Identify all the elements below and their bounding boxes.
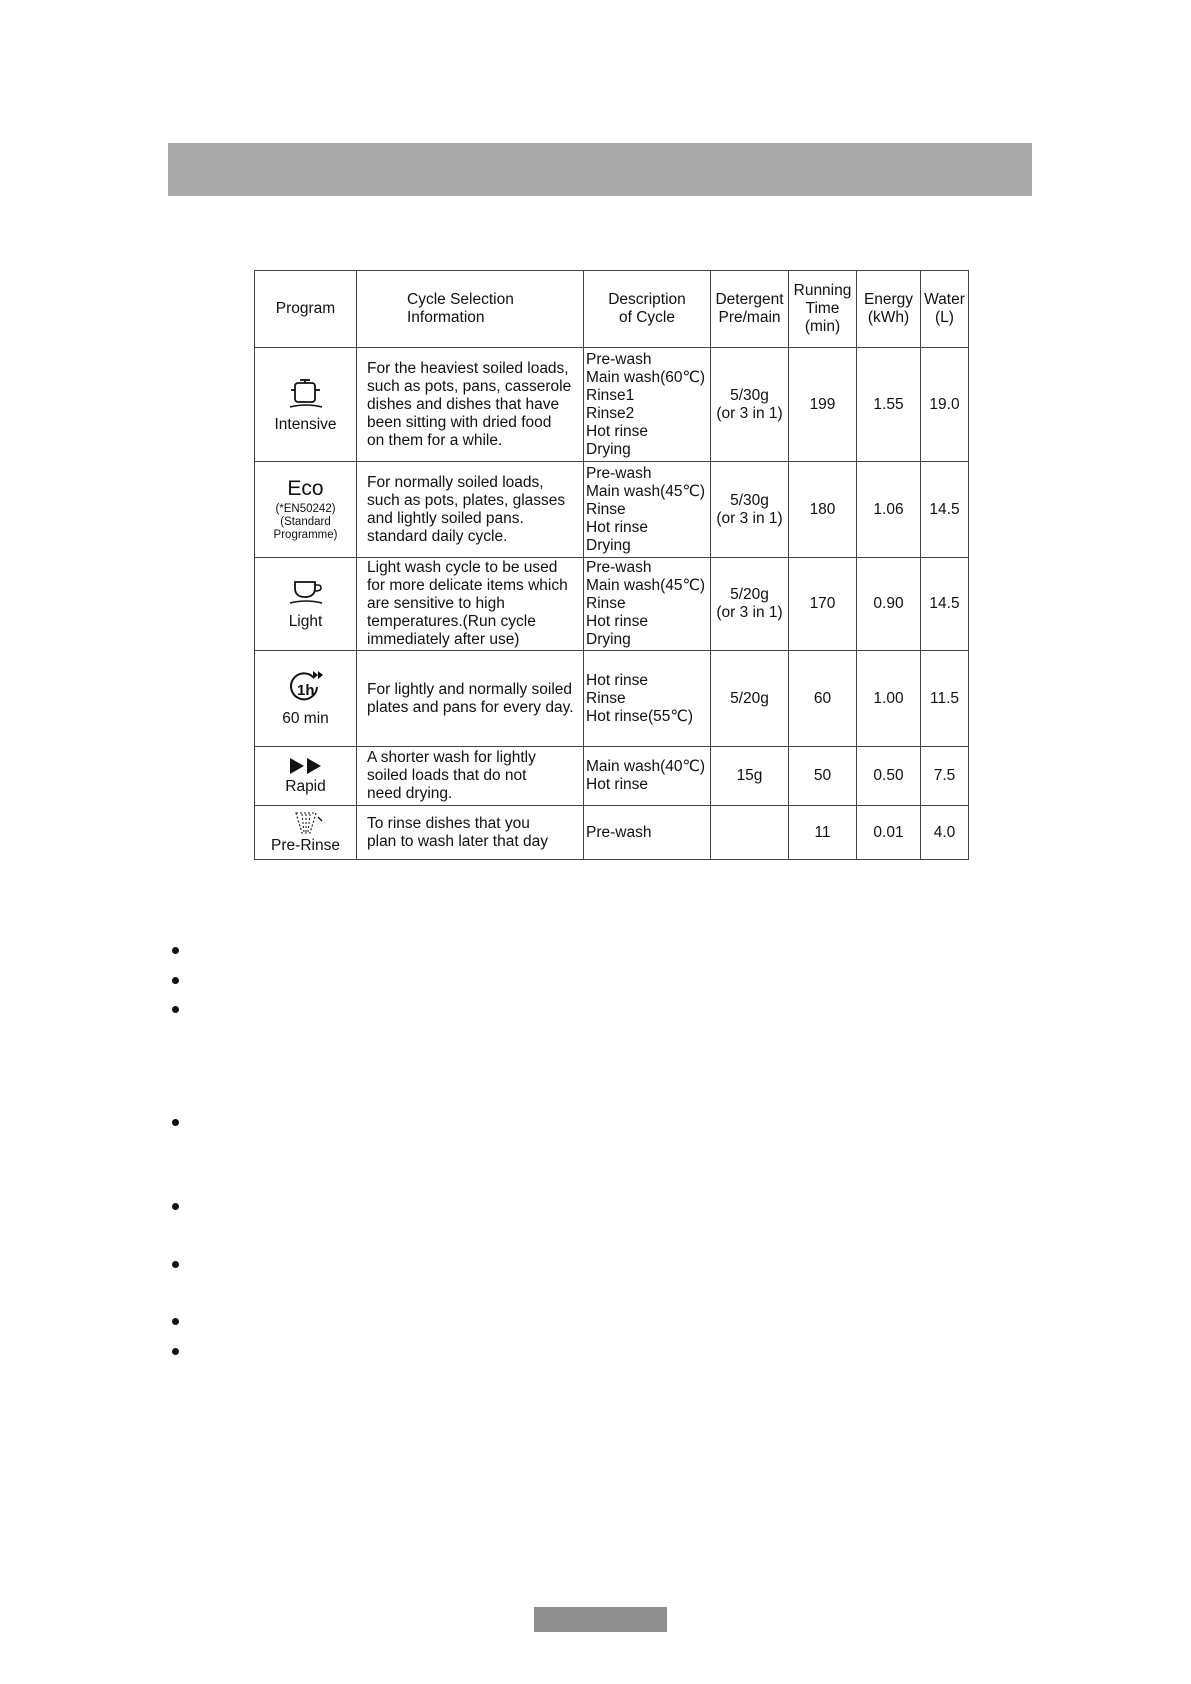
fast-forward-icon	[288, 756, 324, 776]
bullet-point	[172, 1203, 179, 1210]
cycle-description: Pre-wash Main wash(60℃) Rinse1 Rinse2 Hot rinse Drying	[584, 348, 711, 462]
program-name: Light	[288, 613, 323, 630]
program-name: Eco	[287, 477, 324, 500]
section-header-bar	[168, 143, 1032, 196]
bullet-point	[172, 1119, 179, 1126]
table-row	[255, 651, 969, 747]
running-time-value: 60	[789, 651, 857, 747]
energy-value: 1.06	[857, 462, 921, 558]
cycle-description: Pre-wash Main wash(45℃) Rinse Hot rinse Drying	[584, 558, 711, 651]
header-energy: Energy (kWh)	[857, 271, 921, 348]
detergent-value	[711, 806, 789, 860]
program-cell-eco	[255, 462, 357, 558]
running-time-value: 199	[789, 348, 857, 462]
svg-text:1h: 1h	[296, 681, 315, 699]
table-row	[255, 462, 969, 558]
energy-value: 0.01	[857, 806, 921, 860]
one-hour-icon	[286, 670, 326, 704]
water-value: 7.5	[921, 747, 969, 806]
running-time-value: 180	[789, 462, 857, 558]
cycle-description: Main wash(40℃) Hot rinse	[584, 747, 711, 806]
bullet-point	[172, 1348, 179, 1355]
program-cell-rapid	[255, 747, 357, 806]
water-value: 14.5	[921, 558, 969, 651]
water-value: 19.0	[921, 348, 969, 462]
energy-value: 0.90	[857, 558, 921, 651]
cycle-info: For lightly and normally soiled plates and pans for every day.	[357, 651, 584, 747]
cycle-info: To rinse dishes that you plan to wash later that day	[357, 806, 584, 860]
running-time-value: 50	[789, 747, 857, 806]
water-value: 11.5	[921, 651, 969, 747]
header-cycle-info: Cycle Selection Information	[357, 271, 584, 348]
page-number-bar	[534, 1607, 667, 1632]
detergent-value: 15g	[711, 747, 789, 806]
program-cell-intensive	[255, 348, 357, 462]
bullet-point	[172, 1261, 179, 1268]
program-cell-pre-rinse	[255, 806, 357, 860]
cycle-description: Hot rinse Rinse Hot rinse(55℃)	[584, 651, 711, 747]
program-cell-60-min	[255, 651, 357, 747]
detergent-value: 5/20g	[711, 651, 789, 747]
water-value: 4.0	[921, 806, 969, 860]
program-cell-light	[255, 558, 357, 651]
cycle-info: For normally soiled loads, such as pots, plates, glasses and lightly soiled pans. standard daily cycle.	[357, 462, 584, 558]
cup-icon	[286, 577, 326, 607]
program-table	[254, 270, 969, 860]
running-time-value: 11	[789, 806, 857, 860]
bullet-point	[172, 977, 179, 984]
table-row	[255, 747, 969, 806]
program-name: Pre-Rinse	[271, 836, 340, 854]
bullet-point	[172, 1318, 179, 1325]
cycle-description: Pre-wash	[584, 806, 711, 860]
running-time-value: 170	[789, 558, 857, 651]
energy-value: 1.55	[857, 348, 921, 462]
bullet-point	[172, 947, 179, 954]
cycle-description: Pre-wash Main wash(45℃) Rinse Hot rinse Drying	[584, 462, 711, 558]
detergent-value: 5/20g (or 3 in 1)	[711, 558, 789, 651]
header-water: Water (L)	[921, 271, 969, 348]
table-row	[255, 348, 969, 462]
spray-icon	[288, 811, 324, 835]
detergent-value: 5/30g (or 3 in 1)	[711, 462, 789, 558]
bullet-point	[172, 1006, 179, 1013]
energy-value: 0.50	[857, 747, 921, 806]
header-description: Description of Cycle	[584, 271, 711, 348]
cycle-info: For the heaviest soiled loads, such as pots, pans, casserole dishes and dishes that have been sitting with dried food on them for a while.	[357, 348, 584, 462]
table-row	[255, 558, 969, 651]
program-name: Rapid	[285, 778, 326, 795]
table-row	[255, 806, 969, 860]
cycle-info: A shorter wash for lightly soiled loads that do not need drying.	[357, 747, 584, 806]
header-program: Program	[255, 271, 357, 348]
pot-icon	[286, 376, 326, 410]
energy-value: 1.00	[857, 651, 921, 747]
program-note: (*EN50242) (Standard Programme)	[273, 503, 338, 541]
water-value: 14.5	[921, 462, 969, 558]
table-header-row	[255, 271, 969, 348]
cycle-info: Light wash cycle to be used for more delicate items which are sensitive to high temperatures.(Run cycle immediately after use)	[357, 558, 584, 651]
header-detergent: Detergent Pre/main	[711, 271, 789, 348]
detergent-value: 5/30g (or 3 in 1)	[711, 348, 789, 462]
header-running-time: Running Time (min)	[789, 271, 857, 348]
program-name: Intensive	[274, 415, 337, 433]
program-name: 60 min	[282, 709, 329, 727]
